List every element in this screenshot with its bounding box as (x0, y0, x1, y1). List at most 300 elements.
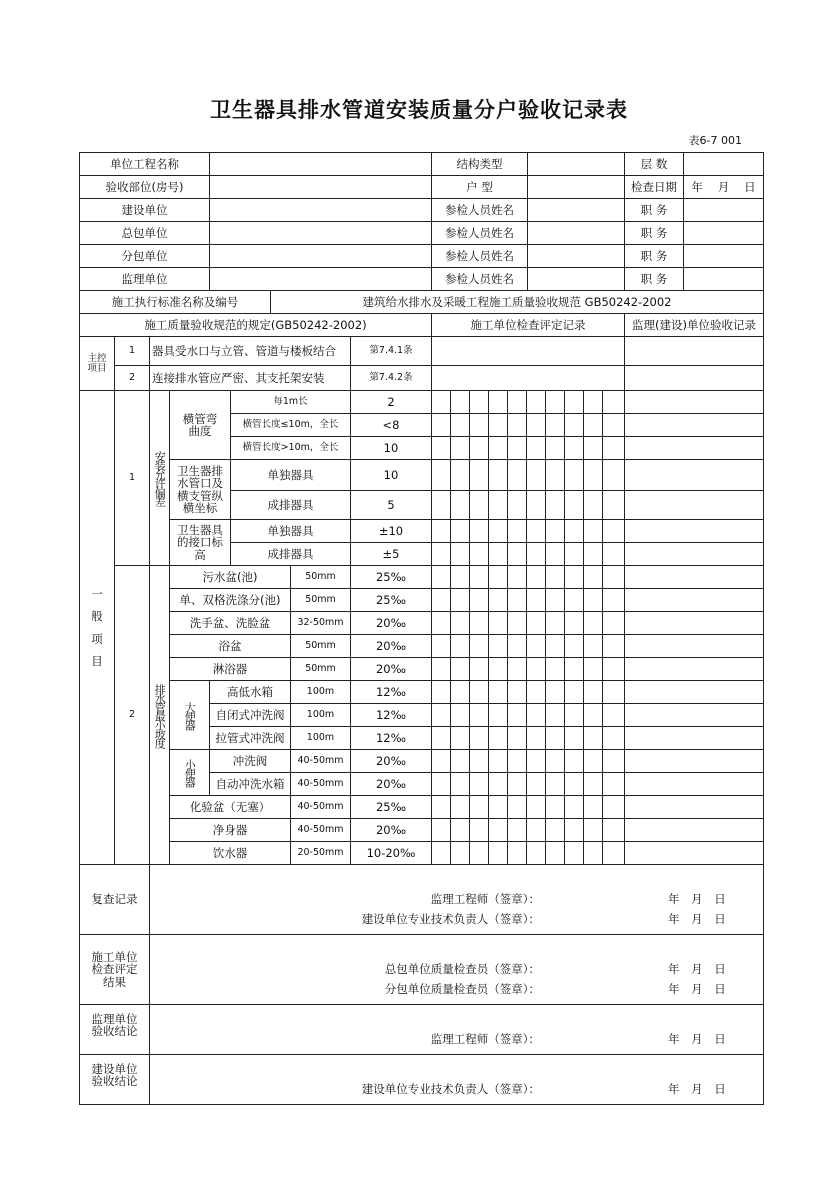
supervisor-record-input[interactable] (624, 841, 764, 865)
check-point-cell[interactable] (602, 413, 625, 437)
check-point-cell[interactable] (507, 611, 527, 635)
check-point-cell[interactable] (450, 413, 470, 437)
check-point-cell[interactable] (602, 680, 625, 704)
check-point-cell[interactable] (450, 772, 470, 796)
check-point-cell[interactable] (545, 436, 565, 460)
check-point-cell[interactable] (526, 611, 546, 635)
check-point-cell[interactable] (564, 490, 584, 520)
pipe-diameter: 50mm (290, 634, 351, 658)
check-point-cell[interactable] (507, 390, 527, 414)
tolerance-value: ±5 (350, 542, 432, 566)
position-input[interactable] (683, 244, 764, 268)
check-point-cell[interactable] (431, 565, 451, 589)
check-point-cell[interactable] (488, 795, 508, 819)
item-number: 2 (114, 565, 150, 865)
check-point-cell[interactable] (545, 818, 565, 842)
supervisor-record-header: 监理(建设)单位验收记录 (624, 313, 764, 337)
check-point-cell[interactable] (507, 459, 527, 491)
tolerance-desc: 成排器具 (230, 542, 351, 566)
check-point-cell[interactable] (488, 680, 508, 704)
check-point-cell[interactable] (526, 634, 546, 658)
tolerance-desc: 每1m长 (230, 390, 351, 414)
participant-name-label: 参检人员姓名 (431, 267, 528, 291)
check-point-cell[interactable] (488, 772, 508, 796)
min-slope: 20‰ (350, 749, 432, 773)
check-point-cell[interactable] (545, 588, 565, 612)
check-point-cell[interactable] (507, 841, 527, 865)
check-point-cell[interactable] (488, 565, 508, 589)
inspection-location-input[interactable] (209, 175, 432, 199)
check-point-cell[interactable] (526, 459, 546, 491)
check-point-cell[interactable] (602, 795, 625, 819)
supervisor-record-input[interactable] (624, 795, 764, 819)
check-point-cell[interactable] (507, 680, 527, 704)
contractor-record-header: 施工单位检查评定记录 (431, 313, 625, 337)
form-code: 表6-7 001 (688, 134, 742, 147)
signature-date[interactable]: 年 月 日 (668, 982, 726, 996)
check-point-cell[interactable] (469, 490, 489, 520)
fixture-desc: 自动冲洗水箱 (209, 772, 291, 796)
check-point-cell[interactable] (507, 413, 527, 437)
check-point-cell[interactable] (431, 611, 451, 635)
footer-signature-area[interactable] (149, 1054, 764, 1105)
min-slope: 20‰ (350, 657, 432, 681)
check-point-cell[interactable] (431, 390, 451, 414)
check-point-cell[interactable] (469, 680, 489, 704)
check-point-cell[interactable] (602, 519, 625, 543)
item-description: 器具受水口与立管、管道与楼板结合 (149, 336, 351, 366)
check-point-cell[interactable] (469, 841, 489, 865)
supervisor-record-input[interactable] (624, 749, 764, 773)
check-point-cell[interactable] (526, 542, 546, 566)
check-point-cell[interactable] (507, 519, 527, 543)
supervisor-record-input[interactable] (624, 542, 764, 566)
tolerance-desc: 单独器具 (230, 519, 351, 543)
check-point-cell[interactable] (583, 565, 603, 589)
signature-date[interactable]: 年 月 日 (668, 912, 726, 926)
check-point-cell[interactable] (431, 703, 451, 727)
check-point-cell[interactable] (469, 519, 489, 543)
signature-date[interactable]: 年 月 日 (668, 1082, 726, 1096)
check-point-cell[interactable] (507, 634, 527, 658)
check-point-cell[interactable] (545, 795, 565, 819)
check-point-cell[interactable] (469, 749, 489, 773)
check-point-cell[interactable] (450, 490, 470, 520)
supervisor-record-input[interactable] (624, 680, 764, 704)
signature-date[interactable]: 年 月 日 (668, 962, 726, 976)
check-point-cell[interactable] (507, 795, 527, 819)
check-point-cell[interactable] (488, 519, 508, 543)
check-point-cell[interactable] (450, 459, 470, 491)
pipe-diameter: 100m (290, 680, 351, 704)
check-point-cell[interactable] (431, 413, 451, 437)
check-point-cell[interactable] (583, 519, 603, 543)
check-point-cell[interactable] (526, 519, 546, 543)
check-point-cell[interactable] (507, 749, 527, 773)
supervisor-record-input[interactable] (624, 657, 764, 681)
inspection-date-input[interactable] (683, 175, 764, 199)
check-point-cell[interactable] (488, 841, 508, 865)
unit-input[interactable] (209, 198, 432, 222)
check-point-cell[interactable] (564, 588, 584, 612)
participant-name-label: 参检人员姓名 (431, 198, 528, 222)
check-point-cell[interactable] (450, 818, 470, 842)
unit-type-label: 户 型 (431, 175, 528, 199)
floors-input[interactable] (683, 152, 764, 176)
check-point-cell[interactable] (431, 459, 451, 491)
check-point-cell[interactable] (564, 726, 584, 750)
check-point-cell[interactable] (469, 611, 489, 635)
check-point-cell[interactable] (526, 841, 546, 865)
supervisor-record-input[interactable] (624, 436, 764, 460)
date-day-label: 日 (744, 179, 756, 194)
check-point-cell[interactable] (450, 657, 470, 681)
check-point-cell[interactable] (526, 490, 546, 520)
check-point-cell[interactable] (583, 634, 603, 658)
group-label-slope: 排水管最小坡度 (149, 565, 170, 865)
check-point-cell[interactable] (583, 436, 603, 460)
check-point-cell[interactable] (602, 542, 625, 566)
check-point-cell[interactable] (564, 611, 584, 635)
unit-input[interactable] (209, 244, 432, 268)
check-point-cell[interactable] (602, 565, 625, 589)
check-point-cell[interactable] (450, 841, 470, 865)
check-point-cell[interactable] (602, 772, 625, 796)
check-point-cell[interactable] (564, 542, 584, 566)
supervisor-record-input[interactable] (624, 703, 764, 727)
check-point-cell[interactable] (450, 390, 470, 414)
check-point-cell[interactable] (431, 436, 451, 460)
check-point-cell[interactable] (507, 703, 527, 727)
check-point-cell[interactable] (545, 749, 565, 773)
supervisor-record-input[interactable] (624, 365, 764, 391)
check-point-cell[interactable] (469, 818, 489, 842)
check-point-cell[interactable] (602, 818, 625, 842)
check-point-cell[interactable] (469, 436, 489, 460)
tolerance-value: ±10 (350, 519, 432, 543)
contractor-record-input[interactable] (431, 336, 625, 366)
check-point-cell[interactable] (488, 749, 508, 773)
contractor-record-input[interactable] (431, 365, 625, 391)
check-point-cell[interactable] (545, 542, 565, 566)
check-point-cell[interactable] (545, 490, 565, 520)
check-point-cell[interactable] (583, 413, 603, 437)
check-point-cell[interactable] (602, 749, 625, 773)
supervisor-record-input[interactable] (624, 519, 764, 543)
check-point-cell[interactable] (583, 390, 603, 414)
position-label: 职 务 (624, 198, 684, 222)
signature-date[interactable]: 年 月 日 (668, 892, 726, 906)
footer-section-label: 建设单位验收结论 (79, 1054, 150, 1105)
check-point-cell[interactable] (488, 413, 508, 437)
structure-type-input[interactable] (527, 152, 625, 176)
participant-name-label: 参检人员姓名 (431, 244, 528, 268)
check-point-cell[interactable] (583, 818, 603, 842)
fixture-desc: 化验盆（无塞） (169, 795, 291, 819)
check-point-cell[interactable] (431, 490, 451, 520)
item-description: 连接排水管应严密、其支托架安装 (149, 365, 351, 391)
check-point-cell[interactable] (583, 772, 603, 796)
check-point-cell[interactable] (488, 436, 508, 460)
check-point-cell[interactable] (450, 565, 470, 589)
check-point-cell[interactable] (545, 726, 565, 750)
item-number: 2 (114, 365, 150, 391)
check-point-cell[interactable] (526, 436, 546, 460)
supervisor-record-input[interactable] (624, 818, 764, 842)
pipe-diameter: 40-50mm (290, 818, 351, 842)
check-point-cell[interactable] (564, 657, 584, 681)
check-point-cell[interactable] (469, 565, 489, 589)
check-point-cell[interactable] (564, 459, 584, 491)
check-point-cell[interactable] (431, 634, 451, 658)
check-point-cell[interactable] (431, 680, 451, 704)
check-point-cell[interactable] (488, 490, 508, 520)
supervisor-record-input[interactable] (624, 772, 764, 796)
check-point-cell[interactable] (602, 390, 625, 414)
check-point-cell[interactable] (564, 634, 584, 658)
check-point-cell[interactable] (545, 459, 565, 491)
check-point-cell[interactable] (583, 703, 603, 727)
signature-date[interactable]: 年 月 日 (668, 1032, 726, 1046)
check-point-cell[interactable] (564, 413, 584, 437)
check-point-cell[interactable] (583, 841, 603, 865)
general-label-char: 项 (91, 631, 103, 646)
check-point-cell[interactable] (583, 459, 603, 491)
check-point-cell[interactable] (450, 749, 470, 773)
check-point-cell[interactable] (602, 634, 625, 658)
check-point-cell[interactable] (564, 519, 584, 543)
check-point-cell[interactable] (469, 588, 489, 612)
check-point-cell[interactable] (526, 565, 546, 589)
check-point-cell[interactable] (507, 490, 527, 520)
check-point-cell[interactable] (526, 795, 546, 819)
supervisor-record-input[interactable] (624, 634, 764, 658)
check-point-cell[interactable] (583, 680, 603, 704)
tolerance-desc: 横管长度≤10m，全长 (230, 413, 351, 437)
tolerance-value: 5 (350, 490, 432, 520)
check-point-cell[interactable] (507, 565, 527, 589)
footer-signature-area[interactable] (149, 1004, 764, 1055)
min-slope: 20‰ (350, 634, 432, 658)
check-point-cell[interactable] (488, 726, 508, 750)
check-point-cell[interactable] (545, 390, 565, 414)
check-point-cell[interactable] (583, 726, 603, 750)
check-point-cell[interactable] (450, 795, 470, 819)
check-point-cell[interactable] (583, 542, 603, 566)
supervisor-record-input[interactable] (624, 490, 764, 520)
supervisor-record-input[interactable] (624, 336, 764, 366)
pipe-diameter: 40-50mm (290, 772, 351, 796)
check-point-cell[interactable] (450, 634, 470, 658)
check-point-cell[interactable] (450, 436, 470, 460)
check-point-cell[interactable] (583, 611, 603, 635)
check-point-cell[interactable] (583, 588, 603, 612)
check-point-cell[interactable] (564, 795, 584, 819)
check-point-cell[interactable] (526, 390, 546, 414)
check-point-cell[interactable] (469, 726, 489, 750)
check-point-cell[interactable] (507, 772, 527, 796)
fixture-desc: 污水盆(池) (169, 565, 291, 589)
supervisor-record-input[interactable] (624, 565, 764, 589)
check-point-cell[interactable] (526, 413, 546, 437)
check-point-cell[interactable] (469, 542, 489, 566)
check-point-cell[interactable] (545, 657, 565, 681)
position-input[interactable] (683, 198, 764, 222)
check-point-cell[interactable] (469, 795, 489, 819)
check-point-cell[interactable] (431, 795, 451, 819)
check-point-cell[interactable] (526, 818, 546, 842)
supervisor-record-input[interactable] (624, 413, 764, 437)
check-point-cell[interactable] (431, 726, 451, 750)
check-point-cell[interactable] (564, 565, 584, 589)
check-point-cell[interactable] (564, 841, 584, 865)
check-point-cell[interactable] (526, 657, 546, 681)
supervisor-record-input[interactable] (624, 459, 764, 491)
check-point-cell[interactable] (469, 390, 489, 414)
check-point-cell[interactable] (602, 490, 625, 520)
check-point-cell[interactable] (488, 818, 508, 842)
check-point-cell[interactable] (602, 436, 625, 460)
check-point-cell[interactable] (564, 749, 584, 773)
check-point-cell[interactable] (469, 657, 489, 681)
check-point-cell[interactable] (488, 657, 508, 681)
check-point-cell[interactable] (431, 519, 451, 543)
check-point-cell[interactable] (602, 726, 625, 750)
check-point-cell[interactable] (526, 680, 546, 704)
check-point-cell[interactable] (469, 772, 489, 796)
participant-name-label: 参检人员姓名 (431, 221, 528, 245)
participant-name-input[interactable] (527, 198, 625, 222)
standard-label: 施工执行标准名称及编号 (79, 290, 271, 314)
check-point-cell[interactable] (526, 726, 546, 750)
check-point-cell[interactable] (507, 818, 527, 842)
check-point-cell[interactable] (602, 611, 625, 635)
check-point-cell[interactable] (431, 818, 451, 842)
pipe-diameter: 40-50mm (290, 795, 351, 819)
fixture-desc: 净身器 (169, 818, 291, 842)
check-point-cell[interactable] (450, 588, 470, 612)
check-point-cell[interactable] (564, 390, 584, 414)
check-point-cell[interactable] (469, 634, 489, 658)
check-point-cell[interactable] (545, 565, 565, 589)
check-point-cell[interactable] (564, 703, 584, 727)
check-point-cell[interactable] (488, 703, 508, 727)
supervisor-record-input[interactable] (624, 726, 764, 750)
check-point-cell[interactable] (507, 436, 527, 460)
check-point-cell[interactable] (545, 634, 565, 658)
check-point-cell[interactable] (602, 703, 625, 727)
check-point-cell[interactable] (488, 611, 508, 635)
min-slope: 20‰ (350, 772, 432, 796)
check-point-cell[interactable] (583, 749, 603, 773)
check-point-cell[interactable] (583, 657, 603, 681)
participant-name-input[interactable] (527, 244, 625, 268)
unit-input[interactable] (209, 221, 432, 245)
check-point-cell[interactable] (488, 459, 508, 491)
participant-name-input[interactable] (527, 267, 625, 291)
check-point-cell[interactable] (507, 542, 527, 566)
unit-input[interactable] (209, 267, 432, 291)
check-point-cell[interactable] (488, 634, 508, 658)
check-point-cell[interactable] (431, 749, 451, 773)
check-point-cell[interactable] (431, 588, 451, 612)
signature-role: 分包单位质量检查员（签章）： (384, 982, 540, 996)
check-point-cell[interactable] (564, 436, 584, 460)
check-point-cell[interactable] (431, 772, 451, 796)
check-point-cell[interactable] (602, 657, 625, 681)
fixture-desc: 浴盆 (169, 634, 291, 658)
check-point-cell[interactable] (583, 490, 603, 520)
check-point-cell[interactable] (545, 680, 565, 704)
check-point-cell[interactable] (469, 703, 489, 727)
check-point-cell[interactable] (450, 726, 470, 750)
supervisor-record-input[interactable] (624, 611, 764, 635)
check-point-cell[interactable] (602, 841, 625, 865)
check-point-cell[interactable] (431, 657, 451, 681)
check-point-cell[interactable] (602, 459, 625, 491)
check-point-cell[interactable] (526, 749, 546, 773)
min-slope: 25‰ (350, 795, 432, 819)
position-label: 职 务 (624, 267, 684, 291)
check-point-cell[interactable] (469, 459, 489, 491)
position-label: 职 务 (624, 244, 684, 268)
spec-header: 施工质量验收规范的规定(GB50242-2002) (79, 313, 432, 337)
check-point-cell[interactable] (545, 841, 565, 865)
check-point-cell[interactable] (450, 703, 470, 727)
check-point-cell[interactable] (507, 588, 527, 612)
elevation-label: 卫生器具的接口标高 (169, 519, 231, 566)
check-point-cell[interactable] (526, 772, 546, 796)
supervisor-record-input[interactable] (624, 390, 764, 414)
check-point-cell[interactable] (431, 542, 451, 566)
signature-role: 总包单位质量检查员（签章）： (384, 962, 540, 976)
check-point-cell[interactable] (450, 611, 470, 635)
check-point-cell[interactable] (431, 841, 451, 865)
position-input[interactable] (683, 221, 764, 245)
check-point-cell[interactable] (564, 772, 584, 796)
check-point-cell[interactable] (602, 588, 625, 612)
check-point-cell[interactable] (488, 588, 508, 612)
check-point-cell[interactable] (545, 611, 565, 635)
check-point-cell[interactable] (488, 390, 508, 414)
check-point-cell[interactable] (545, 519, 565, 543)
position-input[interactable] (683, 267, 764, 291)
participant-name-input[interactable] (527, 221, 625, 245)
supervisor-record-input[interactable] (624, 588, 764, 612)
check-point-cell[interactable] (450, 680, 470, 704)
check-point-cell[interactable] (564, 680, 584, 704)
check-point-cell[interactable] (450, 519, 470, 543)
check-point-cell[interactable] (450, 542, 470, 566)
check-point-cell[interactable] (507, 657, 527, 681)
check-point-cell[interactable] (583, 795, 603, 819)
inspection-location-label: 验收部位(房号) (79, 175, 210, 199)
check-point-cell[interactable] (526, 588, 546, 612)
check-point-cell[interactable] (469, 413, 489, 437)
project-name-input[interactable] (209, 152, 432, 176)
fixture-desc: 饮水器 (169, 841, 291, 865)
project-name-label: 单位工程名称 (79, 152, 210, 176)
unit-type-input[interactable] (527, 175, 625, 199)
inspection-date-label: 检查日期 (624, 175, 684, 199)
check-point-cell[interactable] (507, 726, 527, 750)
check-point-cell[interactable] (545, 703, 565, 727)
check-point-cell[interactable] (488, 542, 508, 566)
check-point-cell[interactable] (545, 413, 565, 437)
check-point-cell[interactable] (545, 772, 565, 796)
check-point-cell[interactable] (564, 818, 584, 842)
check-point-cell[interactable] (526, 703, 546, 727)
